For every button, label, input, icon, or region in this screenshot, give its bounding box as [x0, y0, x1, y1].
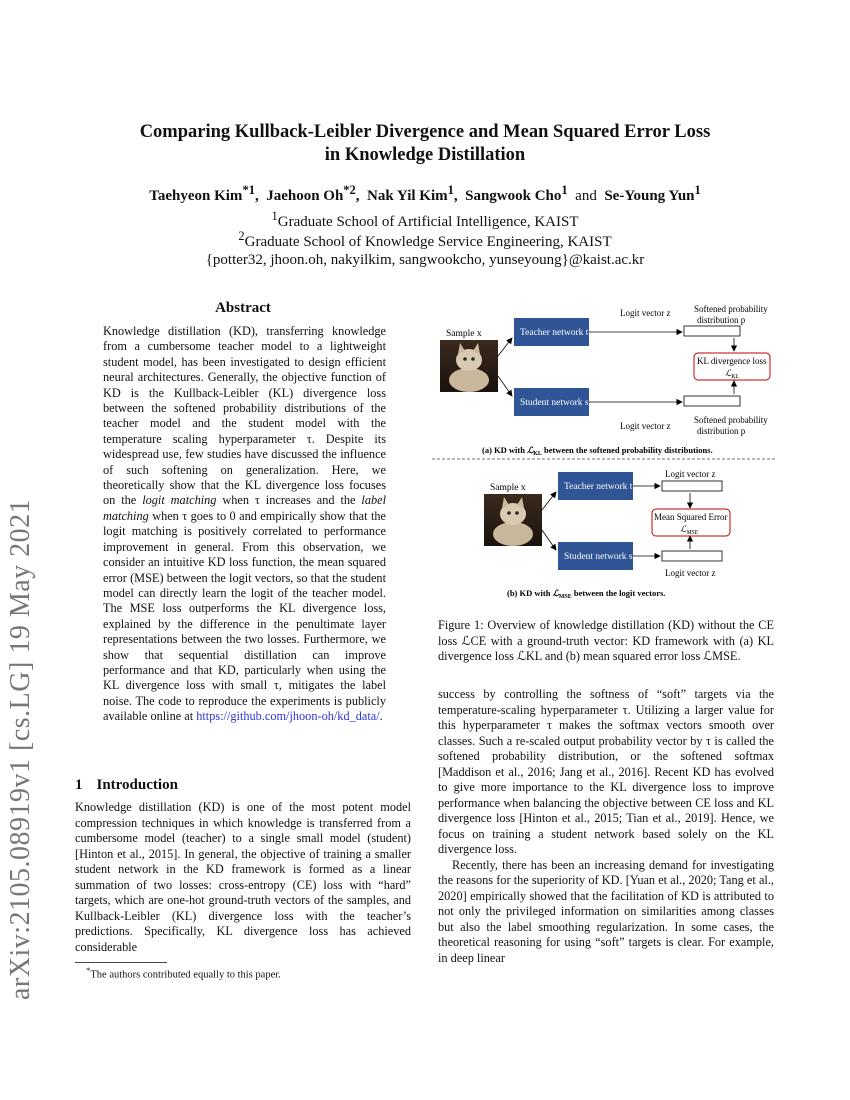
fig-a-soft-s-2: distribution p	[697, 426, 746, 436]
abstract-heading: Abstract	[215, 300, 271, 316]
intro-paragraph-2: Recently, there has been an increasing demand for investigating the reasons for the superiority of KD. [Yuan et al., 2020; Tang et al., 2020] empirically showed that the facilitation of KD is attributed to not only the privileged information on similarities among classes but also the label smoothing regularization. In some cases, the theoretical reasoning for using “soft” targets is clear. For example, in deep linear	[438, 857, 774, 965]
author-mark: 1	[447, 183, 454, 197]
author-name: Sangwook Cho	[465, 188, 562, 204]
author-mark: 1	[561, 183, 568, 197]
figure-caption: Figure 1: Overview of knowledge distillation (KD) without the CE loss ℒCE with a ground-truth vector: KD framework with (a) KL divergence loss ℒKL and (b) mean squared error loss ℒMSE.	[438, 618, 774, 663]
fig-a-loss-label: KL divergence loss	[697, 356, 767, 366]
and-word: and	[575, 188, 597, 204]
affiliation-2: $^2$Graduate School of Knowledge Service Engineering, KAIST	[238, 229, 612, 250]
intro-paragraph-1-continued: success by controlling the softness of “soft” targets via the temperature-scaling hyperparameter τ. Utilizing a larger value for this hyperparameter τ makes the softmax vectors smooth over classes. Such a re-scaled output probability vector by τ is called the softened probability distribution, or the softened softmax [Maddison et al., 2016; Jang et al., 2016]. Recent KD has evolved to give more importance to the KL divergence loss to improve performance when balancing the objective between CE loss and KL divergence loss [Hinton et al., 2015; Tian et al., 2019]. Hence, we focus on training a student network based solely on the KL divergence loss.	[438, 687, 774, 856]
fig-a-soft-s-1: Softened probability	[694, 415, 768, 425]
fig-a-soft-t-1: Softened probability	[694, 304, 768, 314]
author-name: Taehyeon Kim	[149, 188, 243, 204]
fig-a-student-label: Student network s	[520, 398, 589, 408]
fig-b-student-label: Student network s	[564, 552, 633, 562]
fig-a-teacher-label: Teacher network t	[520, 328, 589, 338]
author-list: Taehyeon Kim$^{*1}$, Jaehoon Oh$^{*2}$, Nak Yil Kim$^1$, Sangwook Cho$^1$ and Se-Young Yun$^1$	[149, 183, 701, 204]
fig-b-logit-s: Logit vector z	[665, 568, 716, 578]
fig-b-logit-t-vector	[662, 481, 722, 491]
arxiv-stamp: arXiv:2105.08919v1 [cs.LG] 19 May 2021	[5, 498, 36, 1000]
author-emails: {potter32, jhoon.oh, nakyilkim, sangwookcho, yunseyoung}@kaist.ac.kr	[205, 252, 645, 268]
author-mark: 1	[694, 183, 701, 197]
fig-a-sample-label: Sample x	[446, 329, 482, 339]
author-mark: *1	[242, 183, 255, 197]
fig-b-sample-label: Sample x	[490, 483, 526, 493]
right-column-text	[438, 687, 774, 966]
title-line-2: in Knowledge Distillation	[324, 145, 526, 165]
intro-paragraph-1: Knowledge distillation (KD) is one of the most potent model compression techniques in which knowledge is transferred from a cumbersome model (teacher) to a single small model (student) [Hinton et al., 2015]. In general, the objective of training a smaller student network in the KD framework is formed as a linear summation of two losses: cross-entropy (CE) loss with “hard” targets, which are one-hot ground-truth vectors of the samples, and Kullback-Leibler (KL) divergence loss with the teacher’s predictions. Specifically, KL divergence loss has achieved considerable	[75, 800, 411, 954]
fig-a-cat-image	[440, 340, 498, 392]
figure-1	[432, 298, 777, 603]
fig-b-logit-t: Logit vector z	[665, 469, 716, 479]
fig-a-soft-t-2: distribution p	[697, 315, 746, 325]
fig-b-teacher-label: Teacher network t	[564, 482, 633, 492]
fig-b-cat-image	[484, 494, 542, 546]
fig-a-logit-t-vector	[684, 326, 740, 336]
author-name: Nak Yil Kim	[367, 188, 448, 204]
paper-title	[60, 121, 790, 167]
footnote-rule	[75, 962, 167, 963]
author-name: Jaehoon Oh	[266, 188, 344, 204]
fig-a-logit-s-vector	[684, 396, 740, 406]
fig-a-caption: (a) KD with ℒ$_{KL}$ between the softened probability distributions.	[482, 445, 713, 457]
title-line-1: Comparing Kullback-Leibler Divergence and Mean Squared Error Loss	[139, 122, 711, 142]
fig-a-loss-symbol: ℒ$_{KL}$	[725, 368, 739, 380]
fig-b-caption: (b) KD with ℒ$_{MSE}$ between the logit vectors.	[507, 588, 666, 600]
section-heading-introduction: 1 Introduction	[75, 777, 178, 793]
fig-b-loss-label: Mean Squared Error	[654, 512, 728, 522]
fig-a-logit-t: Logit vector z	[620, 308, 671, 318]
code-link[interactable]: https://github.com/jhoon-oh/kd_data/	[196, 709, 380, 724]
author-name: Se-Young Yun	[604, 188, 695, 204]
footnote: *The authors contributed equally to this paper.	[86, 965, 281, 981]
fig-b-logit-s-vector	[662, 551, 722, 561]
author-mark: *2	[343, 183, 356, 197]
fig-b-loss-symbol: ℒ$_{MSE}$	[680, 524, 699, 536]
abstract-body: Knowledge distillation (KD), transferring knowledge from a cumbersome teacher model to a lightweight student model, has been investigated to design efficient neural architectures. Generally, the objective function of KD is the Kullback-Leibler (KL) divergence loss between the softened probability distributions of the teacher model and the student model with the temperature scaling hyperparameter τ. Despite its widespread use, few studies have discussed the influence of such softening on generalization. Here, we theoretically show that the KL divergence loss focuses on the logit matching when τ increases and the label matching when τ goes to 0 and empirically show that the logit matching is positively correlated to performance improvement in general. From this observation, we consider an intuitive KD loss function, the mean squared error (MSE) between the logit vectors, so that the student model can directly learn the logit of the teacher model. The MSE loss outperforms the KL divergence loss, explained by the difference in the penultimate layer representations between the two losses. Furthermore, we show that sequential distillation can improve performance and that KD, particularly when using the KL divergence loss with small τ, mitigates the label noise. The code to reproduce the experiments is publicly available online at https://github.com/jhoon-oh/kd_data/.	[103, 324, 387, 724]
affiliation-1: $^1$Graduate School of Artificial Intelligence, KAIST	[271, 209, 579, 230]
fig-a-logit-s: Logit vector z	[620, 421, 671, 431]
